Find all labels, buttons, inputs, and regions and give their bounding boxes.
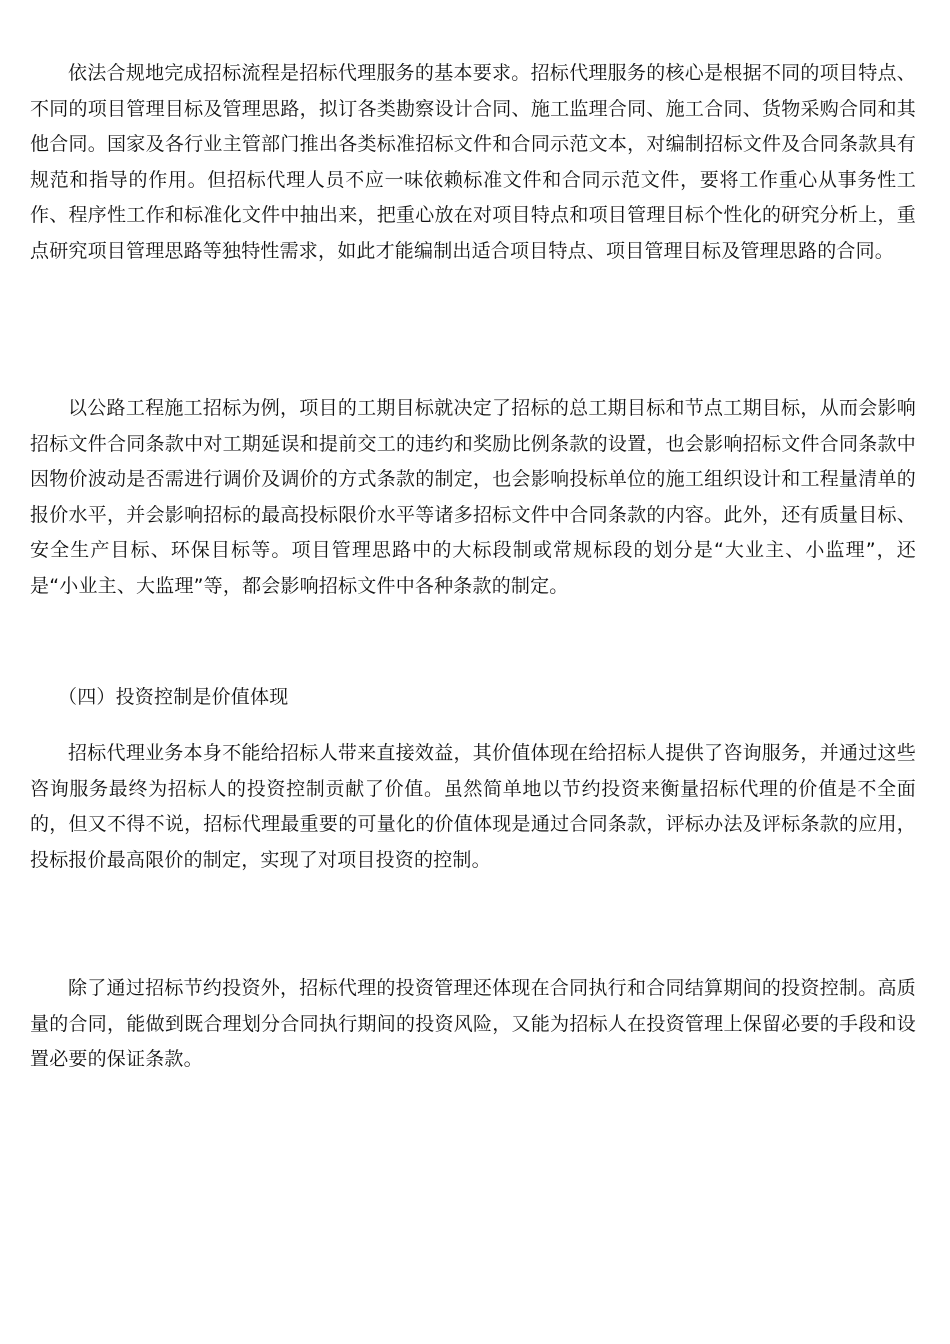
paragraph-highway-example: 以公路工程施工招标为例，项目的工期目标就决定了招标的总工期目标和节点工期目标，从而会影响招标文件合同条款中对工期延误和提前交工的违约和奖励比例条款的设置，也会影响招标文件合同条款中因物价波动是否需进行调价及调价的方式条款的制定，也会影响投标单位的施工组织设计和工程量清单的报价水平，并会影响招标的最高投标限价水平等诸多招标文件中合同条款的内容。此外，还有质量目标、安全生产目标、环保目标等。项目管理思路中的大标段制或常规标段的划分是“大业主、小监理”，还是“小业主、大监理”等，都会影响招标文件中各种条款的制定。 [30,397,916,597]
section-heading: （四）投资控制是价值体现 [58,686,289,708]
paragraph-investment-value: 招标代理业务本身不能给招标人带来直接效益，其价值体现在给招标人提供了咨询服务，并通过这些咨询服务最终为招标人的投资控制贡献了价值。虽然简单地以节约投资来衡量招标代理的价值是不全面的，但又不得不说，招标代理最重要的可量化的价值体现是通过合同条款，评标办法及评标条款的应用，投标报价最高限价的制定，实现了对项目投资的控制。 [30,742,916,871]
paragraph-compliance: 依法合规地完成招标流程是招标代理服务的基本要求。招标代理服务的核心是根据不同的项目特点、不同的项目管理目标及管理思路，拟订各类勘察设计合同、施工监理合同、施工合同、货物采购合同和其他合同。国家及各行业主管部门推出各类标准招标文件和合同示范文本，对编制招标文件及合同条款具有规范和指导的作用。但招标代理人员不应一味依赖标准文件和合同示范文件，要将工作重心从事务性工作、程序性工作和标准化文件中抽出来，把重心放在对项目特点和项目管理目标个性化的研究分析上，重点研究项目管理思路等独特性需求，如此才能编制出适合项目特点、项目管理目标及管理思路的合同。 [30,62,916,262]
paragraph-investment-management: 除了通过招标节约投资外，招标代理的投资管理还体现在合同执行和合同结算期间的投资控制。高质量的合同，能做到既合理划分合同执行期间的投资风险，又能为招标人在投资管理上保留必要的手段和设置必要的保证条款。 [30,977,916,1070]
